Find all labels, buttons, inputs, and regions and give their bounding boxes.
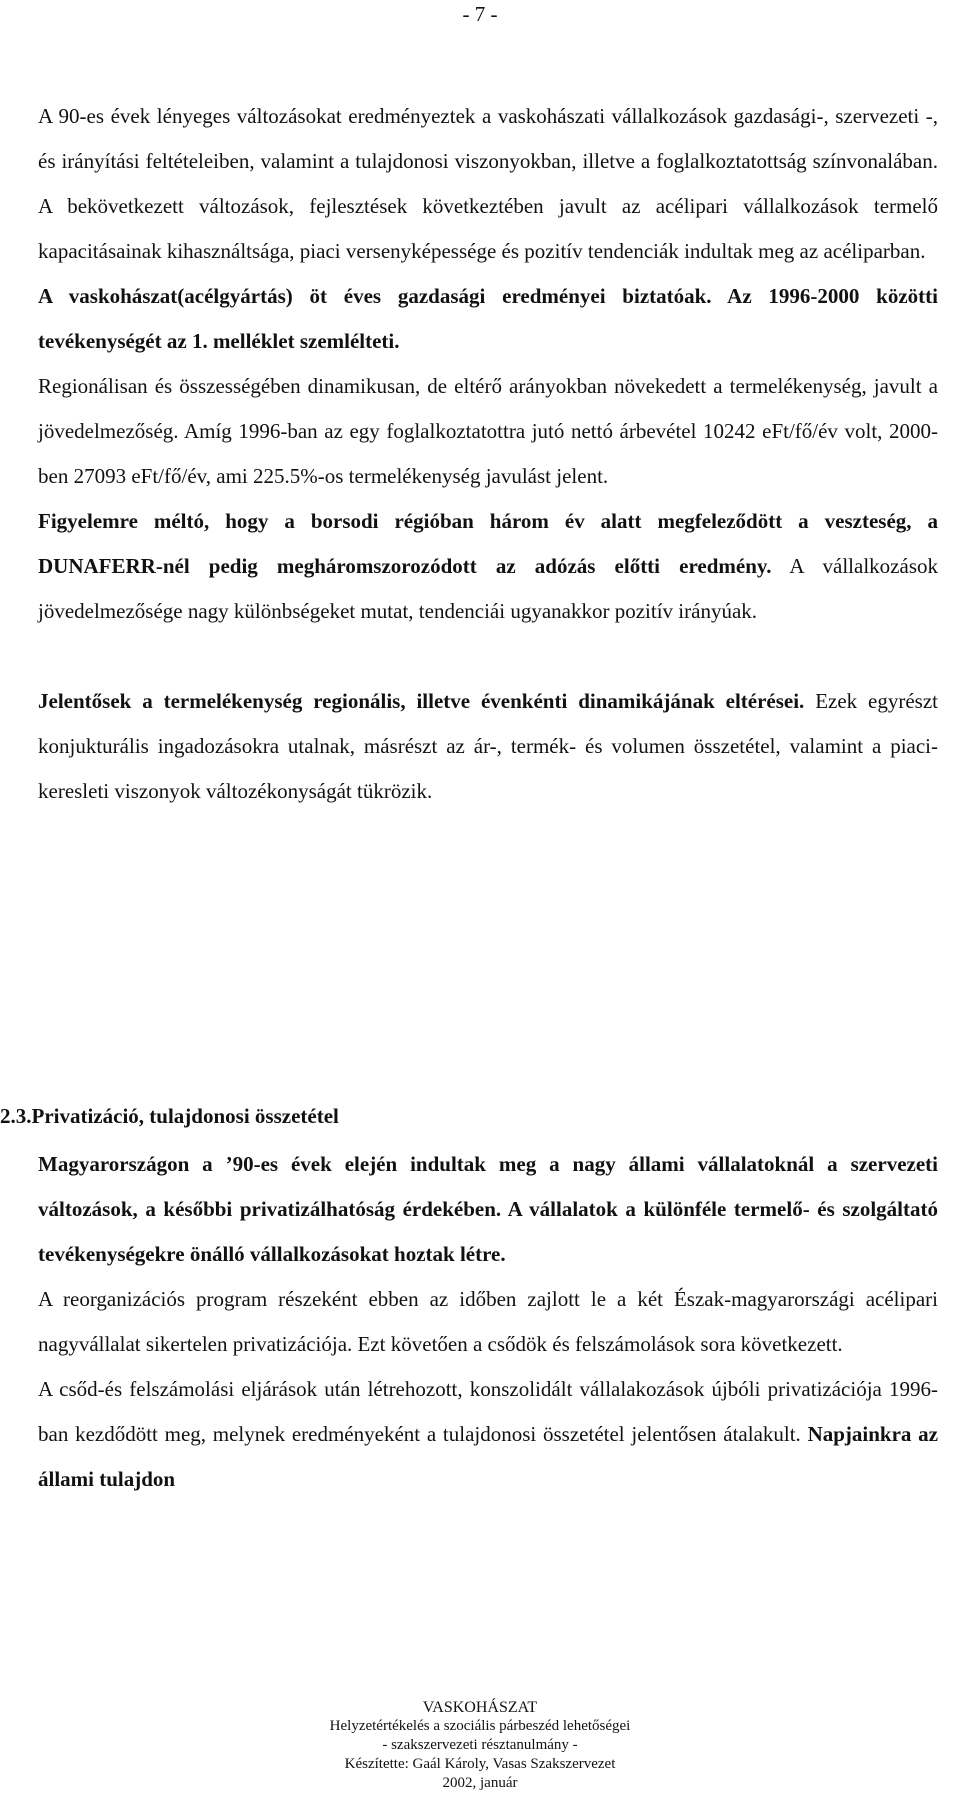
- page-footer: [0, 1698, 960, 1793]
- section-heading: 2.3.Privatizáció, tulajdonosi összetétel: [0, 1104, 339, 1128]
- paragraph-2: A vaskohászat(acélgyártás) öt éves gazdasági eredményei biztatóak. Az 1996-2000 közötti tevékenységét az 1. melléklet szemlélteti.: [38, 284, 938, 353]
- paragraph-7: A reorganizációs program részeként ebben az időben zajlott le a két Észak-magyarországi acélipari nagyvállalat sikertelen privatizációja. Ezt követően a csődök és felszámolások sora következett.: [38, 1287, 938, 1356]
- paragraph-4: Figyelemre méltó, hogy a borsodi régióban három év alatt megfeleződött a veszteség, a DUNAFERR-nél pedig megháromszorozódott az adózás előtti eredmény. A vállalkozások jövedelmezősége nagy különbségeket mutat, tendenciái ugyanakkor pozitív irányúak.: [38, 509, 938, 623]
- document-body: [38, 94, 938, 814]
- footer-title: VASKOHÁSZAT: [422, 1699, 538, 1716]
- page-number: - 7 -: [462, 2, 498, 26]
- paragraph-6: Magyarországon a ’90-es évek elején indultak meg a nagy állami vállalatoknál a szervezeti változások, a későbbi privatizálhatóság érdekében. A vállalatok a különféle termelő- és szolgáltató tevékenységekre önálló vállalkozásokat hoztak létre.: [38, 1152, 938, 1266]
- paragraph-8: A csőd-és felszámolási eljárások után létrehozott, konszolidált vállalakozások újbóli privatizációja 1996-ban kezdődött meg, melynek eredményeként a tulajdonosi összetétel jelentősen átalakult. Napjainkra az állami tulajdon: [38, 1377, 938, 1491]
- footer-note: - szakszervezeti résztanulmány -: [382, 1737, 578, 1753]
- footer-subtitle: Helyzetértékelés a szociális párbeszéd lehetőségei: [329, 1718, 631, 1734]
- paragraph-1: A 90-es évek lényeges változásokat eredményeztek a vaskohászati vállalkozások gazdasági-, szervezeti -, és irányítási feltételeiben, valamint a tulajdonosi viszonyokban, illetve a foglalkoztatottság színvonalában. A bekövetkezett változások, fejlesztések következtében javult az acélipari vállalkozások termelő kapacitásainak kihasználtsága, piaci versenyképessége és pozitív tendenciák indultak meg az acéliparban.: [38, 104, 938, 263]
- section-heading-wrap: [0, 1094, 938, 1139]
- paragraph-5: Jelentősek a termelékenység regionális, illetve évenkénti dinamikájának eltérései. Ezek egyrészt konjukturális ingadozásokra utalnak, másrészt az ár-, termék- és volumen összetétel, valamint a piaci-keresleti viszonyok változékonyságát tükrözik.: [38, 689, 938, 803]
- section-body: [38, 1142, 938, 1502]
- footer-date: 2002, január: [442, 1775, 518, 1791]
- footer-author: Készítette: Gaál Károly, Vasas Szakszervezet: [344, 1756, 616, 1772]
- spacer: [38, 634, 938, 679]
- paragraph-3: Regionálisan és összességében dinamikusan, de eltérő arányokban növekedett a termelékenység, javult a jövedelmezőség. Amíg 1996-ban az egy foglalkoztatottra jutó nettó árbevétel 10242 eFt/fő/év volt, 2000-ben 27093 eFt/fő/év, ami 225.5%-os termelékenység javulást jelent.: [38, 374, 938, 488]
